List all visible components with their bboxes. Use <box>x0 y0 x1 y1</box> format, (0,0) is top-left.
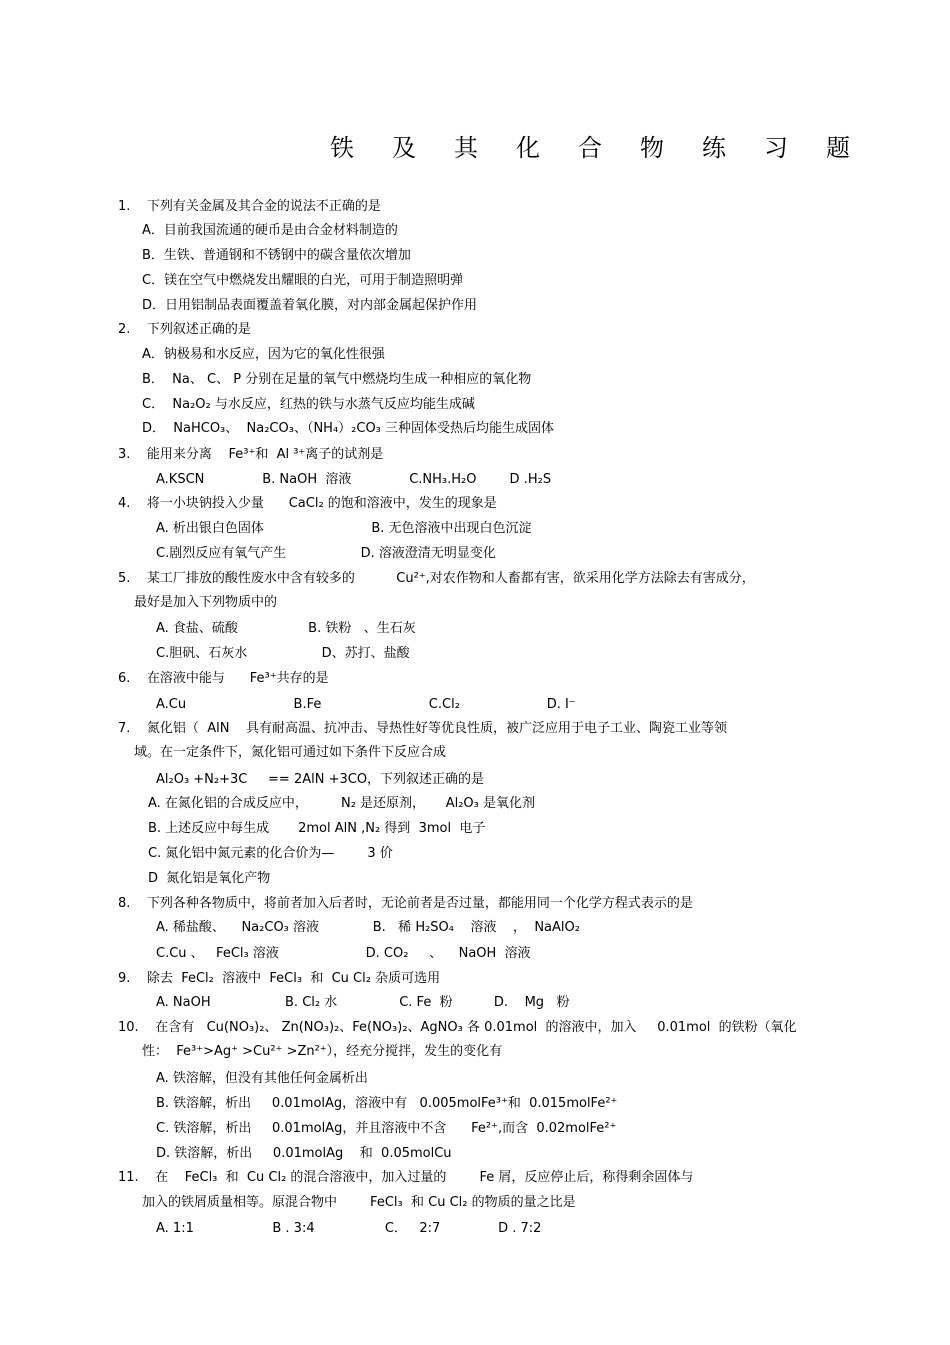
text-line: 域。在一定条件下，氮化铝可通过如下条件下反应合成 <box>134 745 447 760</box>
text-line: C.Cu 、 FeCl₃ 溶液 D. CO₂ 、 NaOH 溶液 <box>156 946 531 961</box>
text-line: C. 铁溶解，析出 0.01molAg，并且溶液中不含 Fe²⁺,而含 0.02molFe²⁺ <box>156 1121 617 1136</box>
text-line: 4. 将一小块钠投入少量 CaCl₂ 的饱和溶液中，发生的现象是 <box>118 496 497 511</box>
text-line: D．日用铝制品表面覆盖着氧化膜，对内部金属起保护作用 <box>142 298 478 313</box>
text-line: D 氮化铝是氧化产物 <box>148 871 271 886</box>
page-title <box>330 128 850 168</box>
text-line: 8. 下列各种各物质中，将前者加入后者时，无论前者是否过量，都能用同一个化学方程式表示的是 <box>118 896 693 911</box>
text-line: A. 1:1 B . 3:4 C． 2:7 D . 7:2 <box>156 1221 542 1236</box>
text-line: 5. 某工厂排放的酸性废水中含有较多的 Cu²⁺,对农作物和人畜都有害，欲采用化学方法除去有害成分， <box>118 571 755 586</box>
text-line: C.胆矾、石灰水 D、苏打、盐酸 <box>156 646 410 661</box>
text-line: C． Na₂O₂ 与水反应，红热的铁与水蒸气反应均能生成碱 <box>142 397 475 412</box>
text-line: A. 铁溶解，但没有其他任何金属析出 <box>156 1071 368 1086</box>
text-line: C．镁在空气中燃烧发出耀眼的白光，可用于制造照明弹 <box>142 273 464 288</box>
text-line: B．生铁、普通钢和不锈钢中的碳含量依次增加 <box>142 248 411 263</box>
text-line: B. 铁溶解，析出 0.01molAg，溶液中有 0.005molFe³⁺和 0.015molFe²⁺ <box>156 1096 618 1111</box>
text-line: 6. 在溶液中能与 Fe³⁺共存的是 <box>118 671 329 686</box>
title-char: 练 <box>702 134 726 162</box>
text-line: A．钠极易和水反应，因为它的氧化性很强 <box>142 347 385 362</box>
text-line: A. 食盐、硫酸 B. 铁粉 、生石灰 <box>156 621 416 636</box>
title-char: 化 <box>516 134 540 162</box>
text-line: A.Cu B.Fe C.Cl₂ D. I⁻ <box>156 697 576 712</box>
text-line: D． NaHCO₃、 Na₂CO₃、（NH₄）₂CO₃ 三种固体受热后均能生成固体 <box>142 421 555 436</box>
text-line: A. 析出银白色固体 B. 无色溶液中出现白色沉淀 <box>156 521 532 536</box>
text-line: Al₂O₃ +N₂+3C == 2AlN +3CO，下列叙述正确的是 <box>156 772 485 787</box>
text-line: 10. 在含有 Cu(NO₃)₂、 Zn(NO₃)₂、Fe(NO₃)₂、AgNO₃ 各 0.01mol 的溶液中，加入 0.01mol 的铁粉（氧化 <box>118 1020 797 1035</box>
text-line: 7. 氮化铝（ AlN 具有耐高温、抗冲击、导热性好等优良性质，被广泛应用于电子工业、陶瓷工业等领 <box>118 721 727 736</box>
text-line: 3. 能用来分离 Fe³⁺和 Al ³⁺离子的试剂是 <box>118 447 384 462</box>
text-line: 11. 在 FeCl₃ 和 Cu Cl₂ 的混合溶液中，加入过量的 Fe 屑，反应停止后，称得剩余固体与 <box>118 1170 694 1185</box>
title-char: 及 <box>392 134 416 162</box>
title-char: 铁 <box>330 134 354 162</box>
text-line: C. 氮化铝中氮元素的化合价为— 3 价 <box>148 846 393 861</box>
text-line: 加入的铁屑质量相等。原混合物中 FeCl₃ 和 Cu Cl₂ 的物质的量之比是 <box>142 1195 576 1210</box>
text-line: D. 铁溶解，析出 0.01molAg 和 0.05molCu <box>156 1146 452 1161</box>
title-char: 其 <box>454 134 478 162</box>
text-line: 最好是加入下列物质中的 <box>134 595 278 610</box>
text-line: 2. 下列叙述正确的是 <box>118 322 251 337</box>
text-line: B． Na、 C、 P 分别在足量的氧气中燃烧均生成一种相应的氧化物 <box>142 372 532 387</box>
text-line: A. 在氮化铝的合成反应中， N₂ 是还原剂， Al₂O₃ 是氧化剂 <box>148 796 536 811</box>
text-line: A. NaOH B. Cl₂ 水 C. Fe 粉 D. Mg 粉 <box>156 995 570 1010</box>
text-line: 9. 除去 FeCl₂ 溶液中 FeCl₃ 和 Cu Cl₂ 杂质可选用 <box>118 971 441 986</box>
text-line: 性： Fe³⁺>Ag⁺ >Cu²⁺ >Zn²⁺），经充分搅拌，发生的变化有 <box>142 1044 503 1059</box>
title-char: 习 <box>764 134 788 162</box>
title-char: 题 <box>826 134 850 162</box>
text-line: A．目前我国流通的硬币是由合金材料制造的 <box>142 223 398 238</box>
text-line: A. 稀盐酸、 Na₂CO₃ 溶液 B. 稀 H₂SO₄ 溶液 ， NaAlO₂ <box>156 920 580 935</box>
title-char: 物 <box>640 134 664 162</box>
text-line: C.剧烈反应有氧气产生 D. 溶液澄清无明显变化 <box>156 546 496 561</box>
text-line: A.KSCN B. NaOH 溶液 C.NH₃.H₂O D .H₂S <box>156 472 552 487</box>
title-char: 合 <box>578 134 602 162</box>
text-line: 1. 下列有关金属及其合金的说法不正确的是 <box>118 199 381 214</box>
text-line: B. 上述反应中每生成 2mol AlN ,N₂ 得到 3mol 电子 <box>148 821 486 836</box>
